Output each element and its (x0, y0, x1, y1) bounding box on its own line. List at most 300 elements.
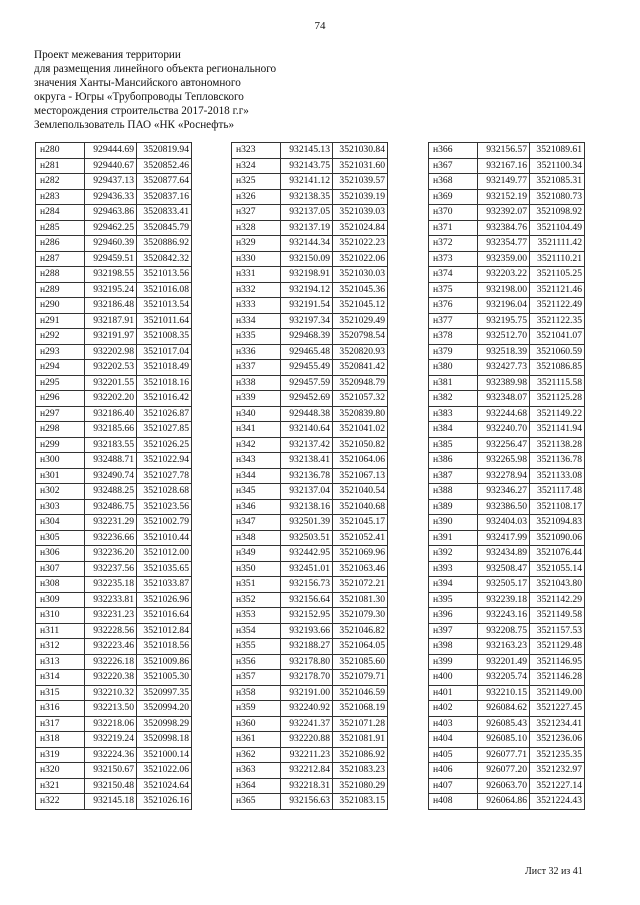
table-row (36, 189, 192, 205)
y-coordinate: 3520839.80 (333, 406, 388, 422)
table-row (429, 375, 585, 391)
table-row (232, 608, 388, 624)
table-row (36, 747, 192, 763)
y-coordinate: 3521086.85 (530, 360, 585, 376)
x-coordinate: 932348.07 (478, 391, 530, 407)
point-id: н375 (429, 282, 478, 298)
x-coordinate: 929455.49 (281, 360, 333, 376)
point-id: н295 (36, 375, 85, 391)
point-id: н390 (429, 515, 478, 531)
y-coordinate: 3521079.30 (333, 608, 388, 624)
point-id: н389 (429, 499, 478, 515)
x-coordinate: 932218.06 (85, 716, 137, 732)
x-coordinate: 932218.31 (281, 778, 333, 794)
point-id: н283 (36, 189, 85, 205)
table-row (232, 189, 388, 205)
table-row (36, 143, 192, 159)
point-id: н402 (429, 701, 478, 717)
x-coordinate: 932150.48 (85, 778, 137, 794)
table-row (232, 654, 388, 670)
table-row (429, 174, 585, 190)
x-coordinate: 929459.51 (85, 251, 137, 267)
x-coordinate: 932203.22 (478, 267, 530, 283)
y-coordinate: 3521157.53 (530, 623, 585, 639)
x-coordinate: 932243.16 (478, 608, 530, 624)
y-coordinate: 3520820.93 (333, 344, 388, 360)
table-row (429, 220, 585, 236)
y-coordinate: 3521141.94 (530, 422, 585, 438)
table-row (429, 670, 585, 686)
point-id: н299 (36, 437, 85, 453)
y-coordinate: 3521012.00 (137, 546, 192, 562)
y-coordinate: 3521122.49 (530, 298, 585, 314)
y-coordinate: 3521081.30 (333, 592, 388, 608)
table-row (429, 329, 585, 345)
table-row (429, 158, 585, 174)
y-coordinate: 3521086.92 (333, 747, 388, 763)
point-id: н331 (232, 267, 281, 283)
x-coordinate: 932384.76 (478, 220, 530, 236)
y-coordinate: 3521064.06 (333, 453, 388, 469)
table-row (232, 298, 388, 314)
x-coordinate: 929460.39 (85, 236, 137, 252)
table-row (232, 267, 388, 283)
table-row (429, 639, 585, 655)
x-coordinate: 932231.29 (85, 515, 137, 531)
x-coordinate: 932486.75 (85, 499, 137, 515)
table-row (429, 267, 585, 283)
point-id: н325 (232, 174, 281, 190)
point-id: н393 (429, 561, 478, 577)
point-id: н336 (232, 344, 281, 360)
point-id: н396 (429, 608, 478, 624)
x-coordinate: 926077.71 (478, 747, 530, 763)
point-id: н380 (429, 360, 478, 376)
table-row (36, 360, 192, 376)
table-row (232, 329, 388, 345)
x-coordinate: 932417.99 (478, 530, 530, 546)
x-coordinate: 932191.97 (85, 329, 137, 345)
point-id: н312 (36, 639, 85, 655)
table-row (36, 763, 192, 779)
table-row (36, 530, 192, 546)
x-coordinate: 932518.39 (478, 344, 530, 360)
y-coordinate: 3521017.04 (137, 344, 192, 360)
point-id: н293 (36, 344, 85, 360)
table-row (36, 515, 192, 531)
point-id: н287 (36, 251, 85, 267)
table-row (232, 391, 388, 407)
header-line: месторождения строительства 2017-2018 г.г» (34, 105, 249, 117)
y-coordinate: 3521085.60 (333, 654, 388, 670)
point-id: н382 (429, 391, 478, 407)
table-row (36, 778, 192, 794)
point-id: н398 (429, 639, 478, 655)
point-id: н300 (36, 453, 85, 469)
point-id: н345 (232, 484, 281, 500)
y-coordinate: 3521094.83 (530, 515, 585, 531)
y-coordinate: 3520819.94 (137, 143, 192, 159)
x-coordinate: 929436.33 (85, 189, 137, 205)
point-id: н385 (429, 437, 478, 453)
x-coordinate: 932140.64 (281, 422, 333, 438)
point-id: н328 (232, 220, 281, 236)
table-row (232, 577, 388, 593)
y-coordinate: 3521039.03 (333, 205, 388, 221)
y-coordinate: 3521022.06 (333, 251, 388, 267)
table-row (36, 437, 192, 453)
point-id: н343 (232, 453, 281, 469)
y-coordinate: 3521010.44 (137, 530, 192, 546)
header-line: округа - Югры «Трубопроводы Тепловского (34, 91, 244, 103)
x-coordinate: 932194.12 (281, 282, 333, 298)
point-id: н347 (232, 515, 281, 531)
table-row (232, 360, 388, 376)
table-row (429, 236, 585, 252)
point-id: н292 (36, 329, 85, 345)
table-row (36, 639, 192, 655)
x-coordinate: 932228.56 (85, 623, 137, 639)
table-row (36, 236, 192, 252)
y-coordinate: 3521111.42 (530, 236, 585, 252)
point-id: н333 (232, 298, 281, 314)
x-coordinate: 932389.98 (478, 375, 530, 391)
point-id: н321 (36, 778, 85, 794)
point-id: н388 (429, 484, 478, 500)
x-coordinate: 932210.32 (85, 685, 137, 701)
table-row (36, 670, 192, 686)
point-id: н318 (36, 732, 85, 748)
y-coordinate: 3521045.12 (333, 298, 388, 314)
x-coordinate: 932186.48 (85, 298, 137, 314)
point-id: н352 (232, 592, 281, 608)
y-coordinate: 3521098.92 (530, 205, 585, 221)
x-coordinate: 932143.75 (281, 158, 333, 174)
table-row (232, 158, 388, 174)
table-row (36, 205, 192, 221)
y-coordinate: 3521028.68 (137, 484, 192, 500)
y-coordinate: 3521024.84 (333, 220, 388, 236)
table-row (232, 639, 388, 655)
table-row (36, 592, 192, 608)
x-coordinate: 926077.20 (478, 763, 530, 779)
header-line: Землепользователь ПАО «НК «Роснефть» (34, 119, 235, 131)
x-coordinate: 932490.74 (85, 468, 137, 484)
x-coordinate: 926085.43 (478, 716, 530, 732)
x-coordinate: 932434.89 (478, 546, 530, 562)
y-coordinate: 3521100.34 (530, 158, 585, 174)
x-coordinate: 932145.18 (85, 794, 137, 810)
point-id: н366 (429, 143, 478, 159)
table-row (232, 236, 388, 252)
y-coordinate: 3521016.64 (137, 608, 192, 624)
x-coordinate: 932163.23 (478, 639, 530, 655)
x-coordinate: 932188.27 (281, 639, 333, 655)
x-coordinate: 932256.47 (478, 437, 530, 453)
point-id: н296 (36, 391, 85, 407)
point-id: н350 (232, 561, 281, 577)
point-id: н286 (36, 236, 85, 252)
point-id: н303 (36, 499, 85, 515)
x-coordinate: 932503.51 (281, 530, 333, 546)
x-coordinate: 932178.70 (281, 670, 333, 686)
table-row (36, 484, 192, 500)
x-coordinate: 932239.18 (478, 592, 530, 608)
point-id: н378 (429, 329, 478, 345)
table-row (36, 623, 192, 639)
point-id: н381 (429, 375, 478, 391)
y-coordinate: 3520837.16 (137, 189, 192, 205)
y-coordinate: 3521024.64 (137, 778, 192, 794)
table-row (429, 282, 585, 298)
point-id: н395 (429, 592, 478, 608)
y-coordinate: 3520845.79 (137, 220, 192, 236)
y-coordinate: 3521227.45 (530, 701, 585, 717)
x-coordinate: 932185.66 (85, 422, 137, 438)
point-id: н313 (36, 654, 85, 670)
y-coordinate: 3521149.58 (530, 608, 585, 624)
y-coordinate: 3521040.54 (333, 484, 388, 500)
x-coordinate: 932205.74 (478, 670, 530, 686)
point-id: н354 (232, 623, 281, 639)
x-coordinate: 929437.13 (85, 174, 137, 190)
x-coordinate: 932220.38 (85, 670, 137, 686)
y-coordinate: 3521009.86 (137, 654, 192, 670)
point-id: н357 (232, 670, 281, 686)
point-id: н358 (232, 685, 281, 701)
x-coordinate: 932386.50 (478, 499, 530, 515)
point-id: н334 (232, 313, 281, 329)
y-coordinate: 3521050.82 (333, 437, 388, 453)
point-id: н363 (232, 763, 281, 779)
x-coordinate: 932359.00 (478, 251, 530, 267)
table-row (429, 654, 585, 670)
y-coordinate: 3521083.15 (333, 794, 388, 810)
y-coordinate: 3521136.78 (530, 453, 585, 469)
point-id: н284 (36, 205, 85, 221)
coordinates-table-3 (428, 142, 585, 810)
table-row (232, 530, 388, 546)
table-row (429, 546, 585, 562)
y-coordinate: 3521043.80 (530, 577, 585, 593)
table-row (36, 654, 192, 670)
y-coordinate: 3521045.36 (333, 282, 388, 298)
table-row (429, 453, 585, 469)
point-id: н376 (429, 298, 478, 314)
y-coordinate: 3521125.28 (530, 391, 585, 407)
point-id: н282 (36, 174, 85, 190)
x-coordinate: 932237.56 (85, 561, 137, 577)
x-coordinate: 932156.57 (478, 143, 530, 159)
point-id: н298 (36, 422, 85, 438)
point-id: н351 (232, 577, 281, 593)
table-row (429, 468, 585, 484)
table-row (429, 794, 585, 810)
x-coordinate: 932138.35 (281, 189, 333, 205)
point-id: н397 (429, 623, 478, 639)
x-coordinate: 932141.12 (281, 174, 333, 190)
table-row (232, 561, 388, 577)
header-line: для размещения линейного объекта регионального (34, 63, 277, 75)
y-coordinate: 3521045.17 (333, 515, 388, 531)
page-number: 74 (314, 20, 326, 32)
point-id: н320 (36, 763, 85, 779)
x-coordinate: 929448.38 (281, 406, 333, 422)
y-coordinate: 3521089.61 (530, 143, 585, 159)
x-coordinate: 932195.24 (85, 282, 137, 298)
point-id: н340 (232, 406, 281, 422)
x-coordinate: 932427.73 (478, 360, 530, 376)
table-row (36, 794, 192, 810)
point-id: н391 (429, 530, 478, 546)
coordinates-table-2 (231, 142, 388, 810)
point-id: н348 (232, 530, 281, 546)
table-row (232, 515, 388, 531)
table-row (36, 546, 192, 562)
x-coordinate: 932152.19 (478, 189, 530, 205)
y-coordinate: 3521060.59 (530, 344, 585, 360)
y-coordinate: 3521083.23 (333, 763, 388, 779)
y-coordinate: 3520833.41 (137, 205, 192, 221)
table-row (429, 437, 585, 453)
table-row (36, 701, 192, 717)
y-coordinate: 3521105.25 (530, 267, 585, 283)
point-id: н344 (232, 468, 281, 484)
point-id: н317 (36, 716, 85, 732)
x-coordinate: 932150.67 (85, 763, 137, 779)
point-id: н289 (36, 282, 85, 298)
table-row (36, 453, 192, 469)
point-id: н379 (429, 344, 478, 360)
table-row (36, 282, 192, 298)
point-id: н324 (232, 158, 281, 174)
table-row (232, 468, 388, 484)
y-coordinate: 3521018.16 (137, 375, 192, 391)
table-row (36, 716, 192, 732)
y-coordinate: 3521030.03 (333, 267, 388, 283)
y-coordinate: 3521055.14 (530, 561, 585, 577)
header-line: Проект межевания территории (34, 49, 181, 61)
x-coordinate: 932144.34 (281, 236, 333, 252)
point-id: н365 (232, 794, 281, 810)
header-line: значения Ханты-Мансийского автономного (34, 77, 241, 89)
y-coordinate: 3521149.00 (530, 685, 585, 701)
y-coordinate: 3520886.92 (137, 236, 192, 252)
y-coordinate: 3521011.64 (137, 313, 192, 329)
x-coordinate: 932201.55 (85, 375, 137, 391)
y-coordinate: 3521063.46 (333, 561, 388, 577)
table-row (429, 561, 585, 577)
y-coordinate: 3521142.29 (530, 592, 585, 608)
table-row (36, 251, 192, 267)
y-coordinate: 3521133.08 (530, 468, 585, 484)
table-row (232, 313, 388, 329)
table-row (429, 422, 585, 438)
x-coordinate: 932191.00 (281, 685, 333, 701)
y-coordinate: 3520798.54 (333, 329, 388, 345)
y-coordinate: 3521110.21 (530, 251, 585, 267)
point-id: н309 (36, 592, 85, 608)
x-coordinate: 929465.48 (281, 344, 333, 360)
x-coordinate: 932233.81 (85, 592, 137, 608)
point-id: н408 (429, 794, 478, 810)
x-coordinate: 932178.80 (281, 654, 333, 670)
x-coordinate: 932501.39 (281, 515, 333, 531)
table-row (36, 298, 192, 314)
coordinates-table-1 (35, 142, 192, 810)
table-row (429, 406, 585, 422)
y-coordinate: 3520852.46 (137, 158, 192, 174)
y-coordinate: 3521016.08 (137, 282, 192, 298)
x-coordinate: 932241.37 (281, 716, 333, 732)
point-id: н359 (232, 701, 281, 717)
x-coordinate: 932512.70 (478, 329, 530, 345)
y-coordinate: 3521041.02 (333, 422, 388, 438)
table-row (36, 174, 192, 190)
point-id: н291 (36, 313, 85, 329)
x-coordinate: 932138.16 (281, 499, 333, 515)
y-coordinate: 3521016.42 (137, 391, 192, 407)
table-row (429, 747, 585, 763)
y-coordinate: 3521090.06 (530, 530, 585, 546)
x-coordinate: 932219.24 (85, 732, 137, 748)
table-row (232, 716, 388, 732)
y-coordinate: 3521027.85 (137, 422, 192, 438)
table-row (429, 530, 585, 546)
x-coordinate: 932195.75 (478, 313, 530, 329)
y-coordinate: 3520994.20 (137, 701, 192, 717)
point-id: н400 (429, 670, 478, 686)
x-coordinate: 932488.71 (85, 453, 137, 469)
table-row (429, 778, 585, 794)
table-row (36, 577, 192, 593)
x-coordinate: 932278.94 (478, 468, 530, 484)
y-coordinate: 3520998.29 (137, 716, 192, 732)
y-coordinate: 3521039.57 (333, 174, 388, 190)
point-id: н349 (232, 546, 281, 562)
table-row (429, 251, 585, 267)
point-id: н364 (232, 778, 281, 794)
point-id: н392 (429, 546, 478, 562)
x-coordinate: 932354.77 (478, 236, 530, 252)
point-id: н290 (36, 298, 85, 314)
point-id: н406 (429, 763, 478, 779)
x-coordinate: 932220.88 (281, 732, 333, 748)
table-row (232, 375, 388, 391)
x-coordinate: 932198.91 (281, 267, 333, 283)
table-row (232, 143, 388, 159)
point-id: н369 (429, 189, 478, 205)
y-coordinate: 3520998.18 (137, 732, 192, 748)
x-coordinate: 932505.17 (478, 577, 530, 593)
point-id: н399 (429, 654, 478, 670)
point-id: н319 (36, 747, 85, 763)
point-id: н386 (429, 453, 478, 469)
y-coordinate: 3520841.42 (333, 360, 388, 376)
y-coordinate: 3521129.48 (530, 639, 585, 655)
table-row (429, 701, 585, 717)
table-row (232, 282, 388, 298)
point-id: н314 (36, 670, 85, 686)
table-row (232, 778, 388, 794)
x-coordinate: 932136.78 (281, 468, 333, 484)
x-coordinate: 932442.95 (281, 546, 333, 562)
table-row (429, 313, 585, 329)
x-coordinate: 932202.98 (85, 344, 137, 360)
point-id: н322 (36, 794, 85, 810)
table-row (232, 794, 388, 810)
table-row (429, 391, 585, 407)
